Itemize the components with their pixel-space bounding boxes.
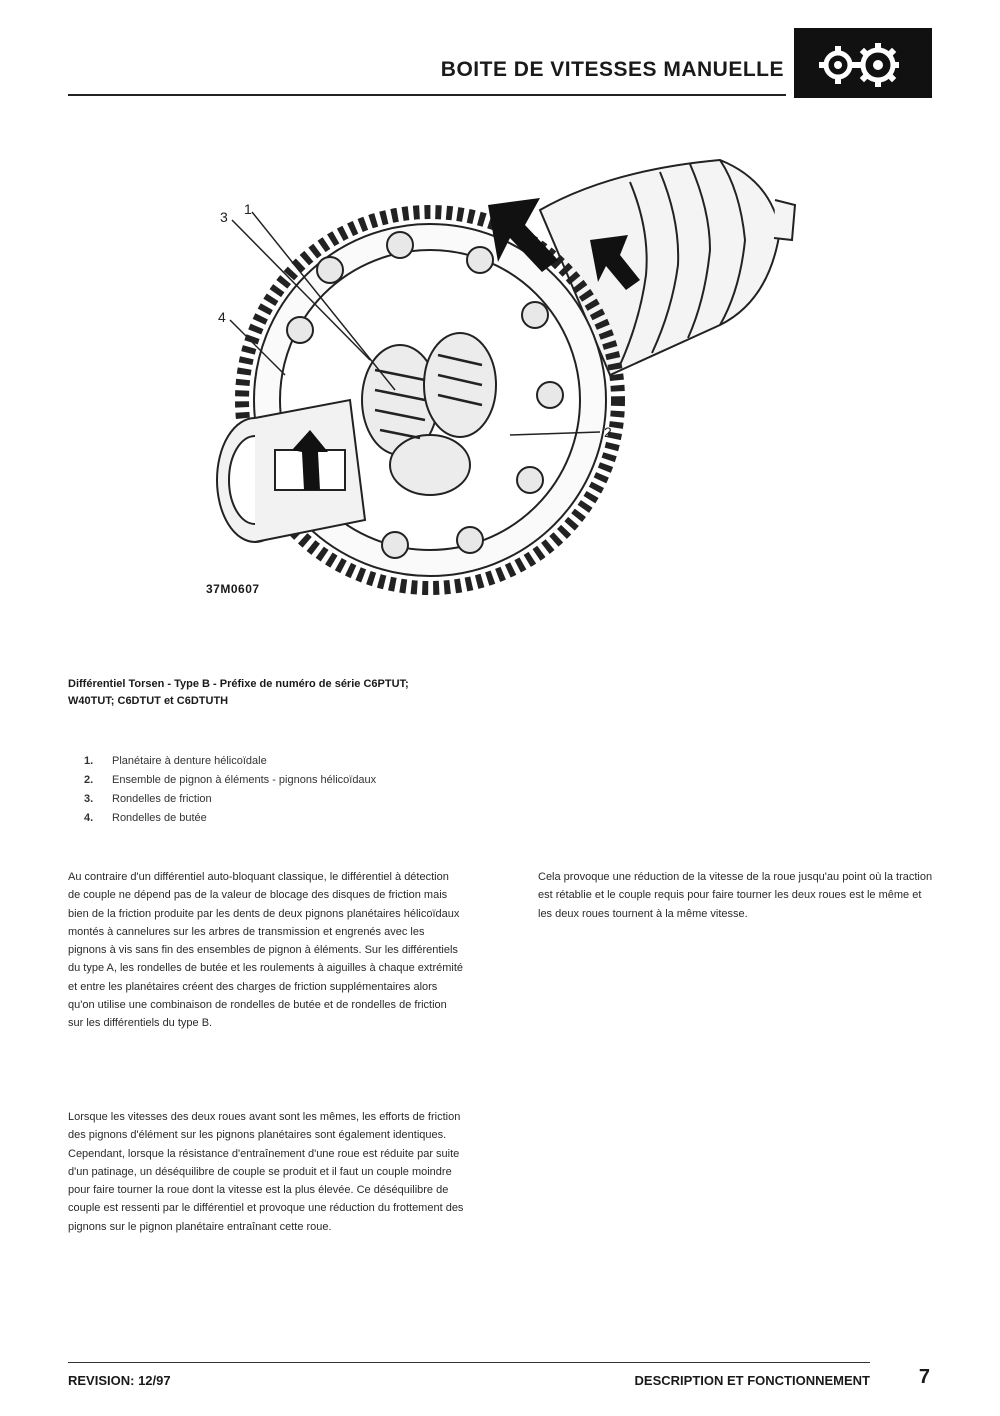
page-title: BOITE DE VITESSES MANUELLE — [440, 58, 784, 81]
section-logo — [794, 28, 932, 98]
gears-icon — [794, 28, 932, 98]
legend-item: 4. Rondelles de butée — [84, 812, 207, 824]
differential-illustration — [180, 150, 820, 630]
legend-item: 3. Rondelles de friction — [84, 793, 212, 805]
legend-item: 1. Planétaire à denture hélicoïdale — [84, 755, 267, 767]
header-rule — [68, 94, 786, 96]
legend-item: 2. Ensemble de pignon à éléments - pignons hélicoïdaux — [84, 774, 377, 786]
callout-2: 2 — [604, 424, 612, 440]
left-output-flange — [217, 400, 365, 542]
page-number: 7 — [918, 1366, 930, 1388]
section-label: DESCRIPTION ET FONCTIONNEMENT — [634, 1373, 870, 1388]
figure-reference: 37M0607 — [206, 582, 260, 596]
body-paragraph-2: Lorsque les vitesses des deux roues avant sont les mêmes, les efforts de friction des pignons d'élément sur les pignons planétaires sont également identiques. Cependant, lorsque la résistance d'entraînement d'une roue est réduite par suite d'un patinage, un déséquilibre de couple se produit et il faut un couple moindre pour faire tourner la roue dont la vitesse est la plus élevée. Ce déséquilibre de couple est ressenti par le différentiel et provoque une réduction du frottement des pignons sur le pignon planétaire entraînant cette roue. — [68, 1111, 464, 1233]
body-paragraph-1: Au contraire d'un différentiel auto-bloquant classique, le différentiel à détection de couple ne dépend pas de la valeur de blocage des disques de friction mais bien de la friction produite par les dents de deux pignons planétaires hélicoïdaux montés à cannelures sur les arbres de transmission et engrenés avec les pignons à vis sans fin des ensembles de pignon à éléments. Sur les différentiels du type A, les rondelles de butée et les roulements à aiguilles à chaque extrémité et entre les planétaires créent des charges de friction supplémentaires alors qu'on utilise une combinaison de rondelles de butée et de rondelles de friction sur les différentiels du type B. — [68, 871, 464, 1030]
footer-rule — [68, 1362, 870, 1363]
callout-1: 1 — [244, 201, 252, 217]
callout-3: 3 — [220, 209, 228, 225]
figure-caption: Différentiel Torsen - Type B - Préfixe de numéro de série C6PTUT; W40TUT; C6DTUT et C6DTUTH — [68, 678, 409, 707]
revision-label: REVISION: 12/97 — [68, 1373, 171, 1388]
callout-4: 4 — [218, 309, 226, 325]
parts-legend — [84, 752, 414, 828]
body-paragraph-3: Cela provoque une réduction de la vitesse de la roue jusqu'au point où la traction est rétablie et le couple requis pour faire tourner les deux roues est le même et les deux roues tournent à la même vitesse. — [538, 871, 933, 920]
